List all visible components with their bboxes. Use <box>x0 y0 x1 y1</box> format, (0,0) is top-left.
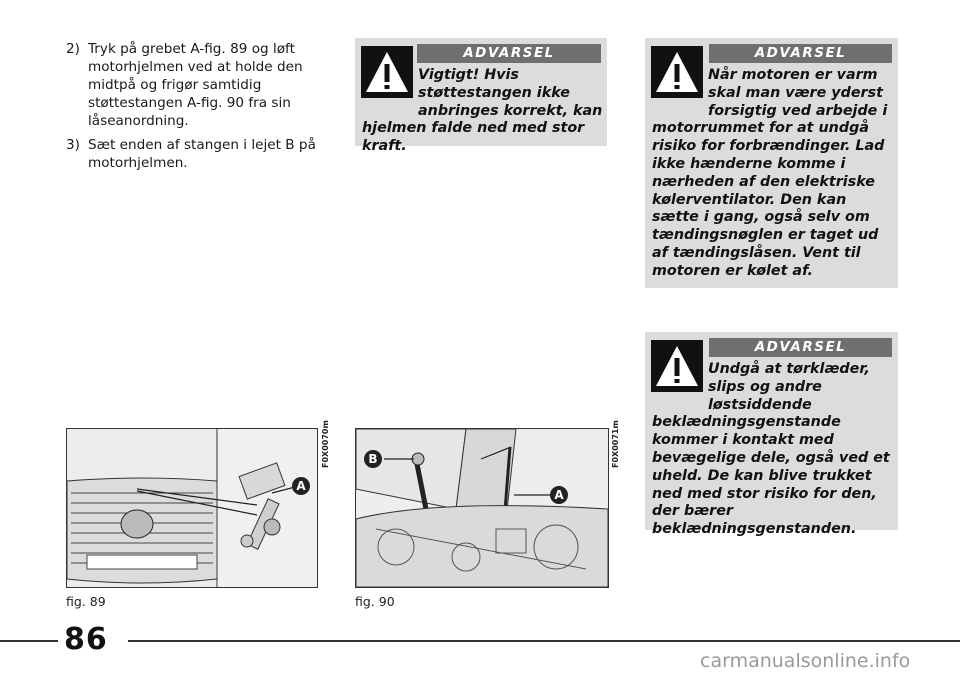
warning-box-2 <box>645 38 898 288</box>
warning-title: ADVARSEL <box>417 44 601 63</box>
figure-caption: fig. 89 <box>66 594 106 609</box>
figure-code: F0X0070m <box>321 420 330 468</box>
figure-90-image <box>355 428 609 588</box>
figure-caption: fig. 90 <box>355 594 395 609</box>
warning-title: ADVARSEL <box>709 44 892 63</box>
figure-89-image <box>66 428 318 588</box>
footer-rule-left <box>0 640 58 642</box>
instruction-steps <box>66 40 316 178</box>
warning-text: Når motoren er varm skal man være yderst forsigtig ved arbejde i motorrummet for at undgå risiko for forbrændinger. Lad ikke hænderne komme i nærheden af den elektriske kølerventilator. Den kan sætte i gang, også selv om tændingsnøglen er taget ud af tændingslåsen. Vent til motoren er kølet af. <box>652 67 888 279</box>
label-a-marker: A <box>292 477 310 495</box>
step-number: 2) <box>66 41 80 57</box>
step-text: Sæt enden af stangen i lejet B på motorhjelmen. <box>88 137 316 171</box>
warning-box-1 <box>355 38 607 155</box>
figure-code: F0X0071m <box>611 420 620 468</box>
step-2 <box>66 40 316 130</box>
warning-box-3 <box>645 332 898 538</box>
footer-rule-right <box>128 640 960 642</box>
warning-title: ADVARSEL <box>709 338 892 357</box>
warning-text: Vigtigt! Hvis støttestangen ikke anbringes korrekt, kan hjelmen falde ned med stor kraft. <box>362 67 603 155</box>
label-a-marker: A <box>550 486 568 504</box>
label-b-marker: B <box>364 450 382 468</box>
warning-text: Undgå at tørklæder, slips og andre løstsiddende beklædningsgenstande kommer i kontakt med bevægelige dele, også ved et uheld. De kan blive trukket ned med stor risiko for den, der bærer beklædningsgenstanden. <box>652 361 890 538</box>
page-number: 86 <box>64 622 108 657</box>
watermark: carmanualsonline.info <box>700 650 911 672</box>
step-number: 3) <box>66 137 80 153</box>
step-3 <box>66 136 316 172</box>
step-text: Tryk på grebet A-fig. 89 og løft motorhjelmen ved at holde den midtpå og frigør samtidig støttestangen A-fig. 90 fra sin låseanordning. <box>88 41 303 129</box>
